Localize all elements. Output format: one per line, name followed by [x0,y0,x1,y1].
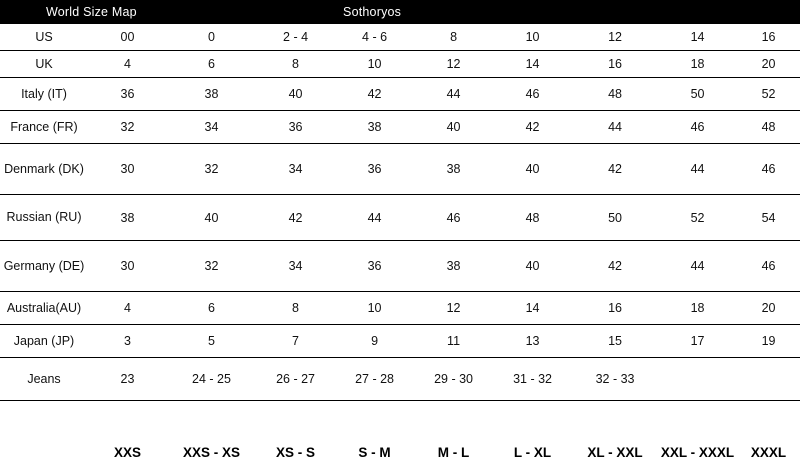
footer-label [0,435,88,469]
cell: 46 [761,162,776,176]
cell: 2 - 4 [283,30,309,44]
cell: 46 [446,210,461,225]
cell: 38 [367,120,382,134]
cell: 52 [761,87,776,101]
cell: 36 [367,162,382,176]
cell: 18 [690,301,705,315]
table-row [0,24,800,51]
cell: 46 [761,259,776,273]
cell: 40 [288,87,303,101]
letter-size: XS - S [276,444,316,460]
cell: 50 [608,210,622,225]
cell: 7 [292,334,299,348]
letter-size: S - M [358,444,391,460]
cell: 40 [204,210,219,225]
cell: 38 [446,259,461,273]
letter-size: XL - XXL [587,444,643,460]
letter-size: XXS - XS [182,444,241,460]
cell: 52 [690,210,705,225]
cell: 46 [690,120,705,134]
row-label-germany: Germany (DE) [3,258,85,273]
row-label-us: US [35,29,53,44]
cell: 36 [367,259,382,273]
cell: 23 [120,372,135,386]
letter-size: XXL - XXXL [660,444,735,460]
cell: 14 [525,57,540,71]
cell: 42 [288,210,303,225]
table-row [0,241,800,292]
header-right-title: Sothoryos [343,5,402,19]
cell: 8 [292,301,299,315]
cell: 13 [525,334,540,348]
cell: 29 - 30 [434,372,473,386]
cell [658,358,737,401]
spacer-cell [0,401,800,436]
cell: 40 [446,120,461,134]
cell: 34 [204,120,219,134]
cell: 36 [288,120,303,134]
table-row [0,78,800,111]
cell: 16 [761,30,776,44]
cell: 26 - 27 [276,372,315,386]
cell: 12 [608,30,622,44]
cell: 9 [371,334,379,348]
cell: 11 [447,334,461,348]
letter-size: M - L [437,444,470,460]
cell: 17 [690,334,705,348]
cell: 0 [208,30,215,44]
cell: 44 [690,259,705,273]
letter-size-row [0,435,800,469]
row-label-jeans: Jeans [27,371,61,386]
footer-spacer [0,401,800,436]
cell: 15 [608,334,622,348]
header-left-title: World Size Map [46,5,137,19]
cell: 44 [367,210,382,225]
row-label-denmark: Denmark (DK) [4,161,84,176]
cell: 10 [367,57,382,71]
cell: 6 [208,301,215,315]
table-header-bar [0,0,800,24]
cell: 44 [690,162,705,176]
cell: 42 [608,162,622,176]
row-label-australia: Australia(AU) [6,300,82,315]
cell [737,358,800,401]
cell: 4 [124,301,131,315]
cell: 5 [208,334,215,348]
cell: 42 [525,120,540,134]
cell: 10 [367,301,382,315]
cell: 32 [204,162,219,176]
cell: 24 - 25 [192,372,231,386]
cell: 38 [204,87,219,101]
cell: 20 [761,57,776,71]
cell: 12 [446,57,461,71]
cell: 16 [608,301,622,315]
row-label-italy: Italy (IT) [21,86,67,101]
cell: 32 [120,120,135,134]
row-label-france: France (FR) [10,119,78,134]
row-label-russian: Russian (RU) [6,210,82,225]
cell: 32 [204,259,219,273]
letter-size: XXXL [750,444,787,460]
cell: 3 [124,334,131,348]
cell: 4 - 6 [362,30,388,44]
cell: 46 [525,87,540,101]
cell: 4 [124,57,131,71]
cell: 31 - 32 [513,372,552,386]
cell: 27 - 28 [355,372,394,386]
cell: 34 [288,259,303,273]
cell: 19 [761,334,776,348]
row-label-uk: UK [35,56,53,71]
cell: 40 [525,259,540,273]
cell: 40 [525,162,540,176]
cell: 42 [608,259,622,273]
cell: 30 [120,259,135,273]
cell: 12 [446,301,461,315]
table-row [0,325,800,358]
table-row [0,195,800,241]
cell: 00 [120,30,135,44]
cell: 14 [525,301,540,315]
table-row [0,292,800,325]
cell: 8 [450,30,458,44]
row-label-japan: Japan (JP) [13,333,75,348]
cell: 34 [288,162,303,176]
cell: 38 [120,210,135,225]
cell: 14 [690,30,705,44]
cell: 32 - 33 [595,372,635,386]
cell: 48 [761,120,776,134]
cell: 30 [120,162,135,176]
cell: 48 [608,87,622,101]
cell: 18 [690,57,705,71]
cell: 20 [761,301,776,315]
cell: 10 [525,30,540,44]
letter-size: XXS [113,444,141,460]
cell: 16 [608,57,622,71]
cell: 50 [690,87,705,101]
table-row [0,111,800,144]
table-row [0,144,800,195]
cell: 54 [761,210,776,225]
cell: 44 [608,120,622,134]
cell: 36 [120,87,135,101]
cell: 44 [446,87,461,101]
letter-size: L - XL [513,444,552,460]
cell: 38 [446,162,461,176]
cell: 48 [525,210,540,225]
cell: 42 [367,87,382,101]
table-row [0,358,800,401]
cell: 8 [292,57,299,71]
cell: 6 [208,57,215,71]
table-row [0,51,800,78]
